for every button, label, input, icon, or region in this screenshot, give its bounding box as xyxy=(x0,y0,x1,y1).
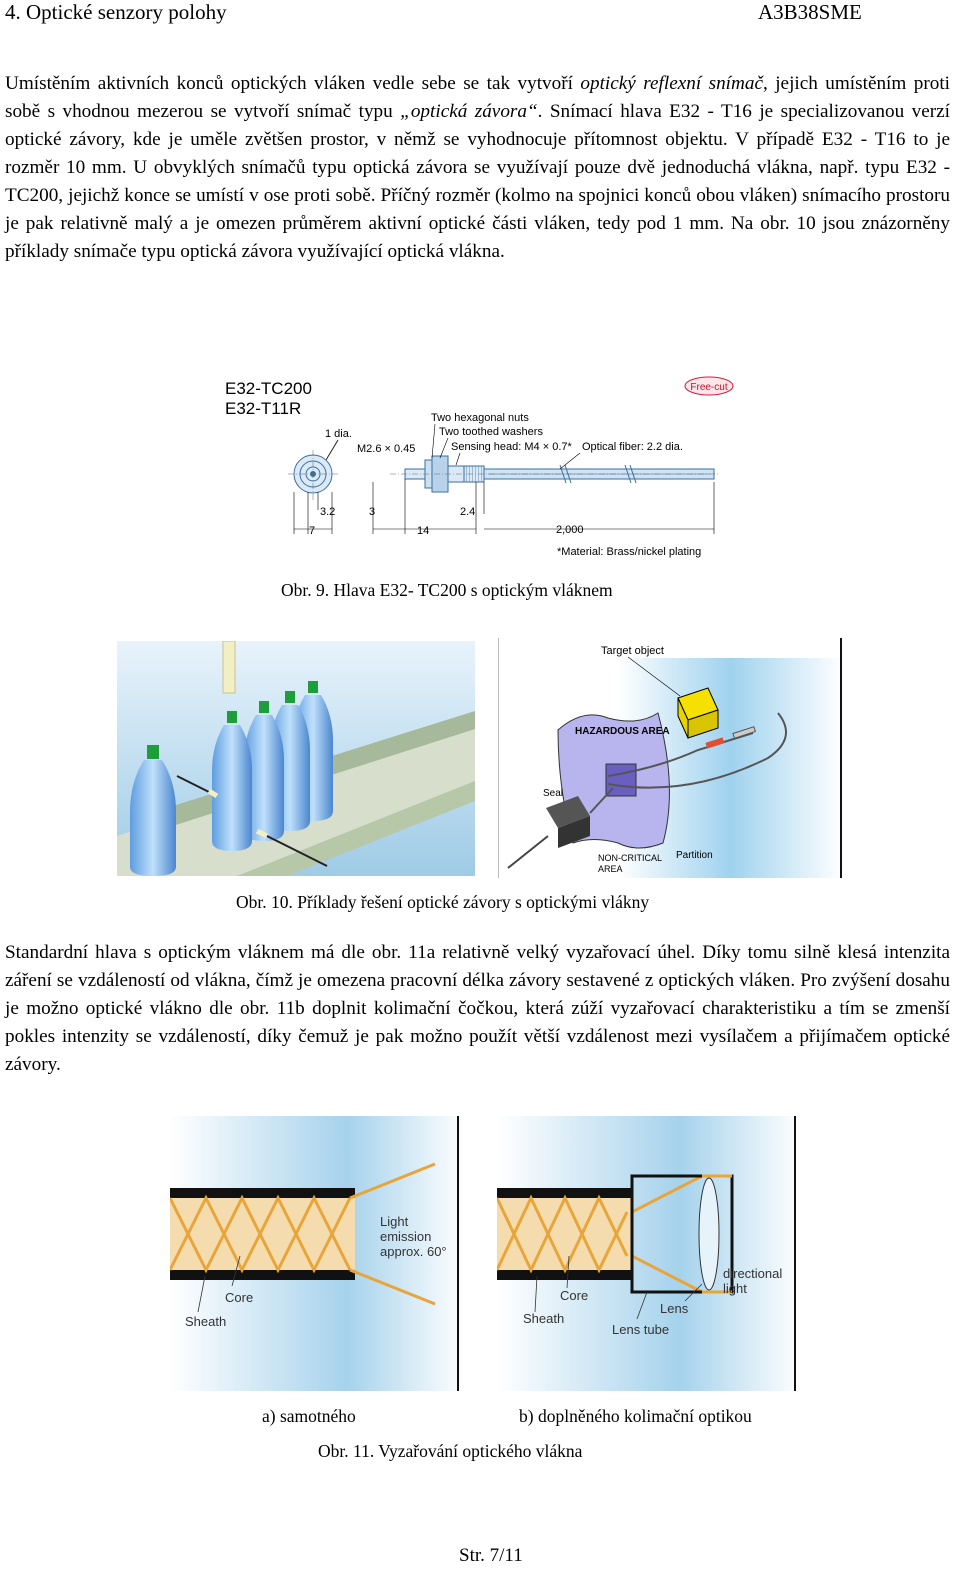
fig11b-directional-1: directional xyxy=(723,1266,783,1281)
fig11b-lens-label: Lens xyxy=(660,1301,689,1316)
fig9-dim-3: 3 xyxy=(369,506,376,518)
p1-text-c: . Snímací hlava E32 - T16 je specializovanou verzí optické závory, kde je uměle zvětšen prostor, v němž se vyhodnocuje přítomnost objektu. V případě E32 - T16 to je rozměr 10 mm. U obvyklých snímačů typu optická závora se využívají pouze dvě jednoduchá vlákna, např. typu E32 - TC200, jejichž konce se umístí v ose proti sobě. Příčný rozměr (kolmo na spojnici konců obou vláken) snímacího prostoru je pak relativně malý a je omezen průměrem aktivní optické části vláken, tedy pod 1 mm. Na obr. 10 jsou znázorněny příklady snímače typu optická závora využívající optická vlákna. xyxy=(5,101,950,262)
page-number: Str. 7/11 xyxy=(459,1545,523,1566)
fig9-material: *Material: Brass/nickel plating xyxy=(557,546,702,558)
fig9-dim-2000: 2,000 xyxy=(556,524,584,536)
paragraph-2 xyxy=(5,939,950,1079)
fig11b-directional-2: light xyxy=(723,1281,747,1296)
fig10-bottles-image xyxy=(117,641,475,876)
fig9-caption: Obr. 9. Hlava E32- TC200 s optickým vláknem xyxy=(281,580,613,600)
fig11b-diagram xyxy=(497,1116,802,1391)
fig9-model-2: E32-T11R xyxy=(225,399,302,418)
fig10-target-label: Target object xyxy=(601,645,664,657)
p1-term-barrier: „optická závora“ xyxy=(400,101,538,122)
fig9-dim-7: 7 xyxy=(309,525,316,537)
chapter-title: 4. Optické senzory polohy xyxy=(5,0,227,24)
fig11a-diagram xyxy=(170,1116,465,1391)
fig9-head-label: Sensing head: M4 × 0.7* xyxy=(451,441,572,453)
p1-text-a: Umístěním aktivních konců optických vláken vedle sebe se tak vytvoří xyxy=(5,73,581,94)
svg-text:Free-cut: Free-cut xyxy=(690,382,728,393)
fig10-noncritical-2: AREA xyxy=(598,864,623,874)
course-code: A3B38SME xyxy=(758,0,862,24)
fig9-dim-14: 14 xyxy=(417,525,430,537)
fig9-fiber-label: Optical fiber: 2.2 dia. xyxy=(582,441,683,453)
fig11a-sheath-label: Sheath xyxy=(185,1314,227,1329)
fig9-drawing xyxy=(220,372,740,564)
fig11b-core-label: Core xyxy=(560,1288,589,1303)
fig9-dia-label: 1 dia. xyxy=(325,428,352,440)
fig9-dim-2-4: 2.4 xyxy=(460,506,476,518)
fig10-noncritical-1: NON-CRITICAL xyxy=(598,853,663,863)
fig10-hazard-label: HAZARDOUS AREA xyxy=(575,726,670,737)
fig11a-light-2: emission xyxy=(380,1229,432,1244)
fig11a-light-1: Light xyxy=(380,1214,409,1229)
p2-text: Standardní hlava s optickým vláknem má dle obr. 11a relativně velký vyzařovací úhel. Díky tomu silně klesá intenzita záření se vzdáleností od vlákna, čímž je omezena pracovní délka závory sestavené z optických vláken. Pro zvýšení dosahu je možno optické vlákno dle obr. 11b doplnit kolimační čočkou, která zúží vyzařovací charakteristiku a tím se zmenší pokles intenzity se vzdáleností, díky čemuž je pak možno použít větší vzdálenost mezi vysílačem a přijímačem optické závory. xyxy=(5,942,950,1075)
fig11a-light-3: approx. 60° xyxy=(380,1244,447,1259)
free-cut-badge xyxy=(685,377,733,395)
fig9-nuts-label: Two hexagonal nuts xyxy=(431,412,529,424)
fig10-hazard-diagram xyxy=(498,638,843,878)
fig10-partition-label: Partition xyxy=(676,850,713,861)
fig9-dim-3-2: 3.2 xyxy=(320,506,336,518)
fig11a-core-label: Core xyxy=(225,1290,254,1305)
fig11b-lenstube-label: Lens tube xyxy=(612,1322,670,1337)
fig11a-label: a) samotného xyxy=(262,1406,356,1426)
fig11-caption: Obr. 11. Vyzařování optického vlákna xyxy=(318,1441,583,1461)
p1-term-reflex: optický reflexní snímač xyxy=(580,73,763,94)
fig9-model-1: E32-TC200 xyxy=(225,379,312,398)
fig9-washers-label: Two toothed washers xyxy=(439,426,543,438)
fig11b-sheath-label: Sheath xyxy=(523,1311,565,1326)
p1-text-b: , jejich umístěním proti sobě s vhodnou mezerou se vytvoří snímač typu xyxy=(5,73,950,122)
fig9-thread-label: M2.6 × 0.45 xyxy=(357,443,416,455)
fig10-caption: Obr. 10. Příklady řešení optické závory s optickými vlákny xyxy=(236,892,650,912)
fig10-seal-label: Seal xyxy=(543,788,564,799)
paragraph-1 xyxy=(5,70,950,266)
fig11b-label: b) doplněného kolimační optikou xyxy=(519,1406,752,1426)
